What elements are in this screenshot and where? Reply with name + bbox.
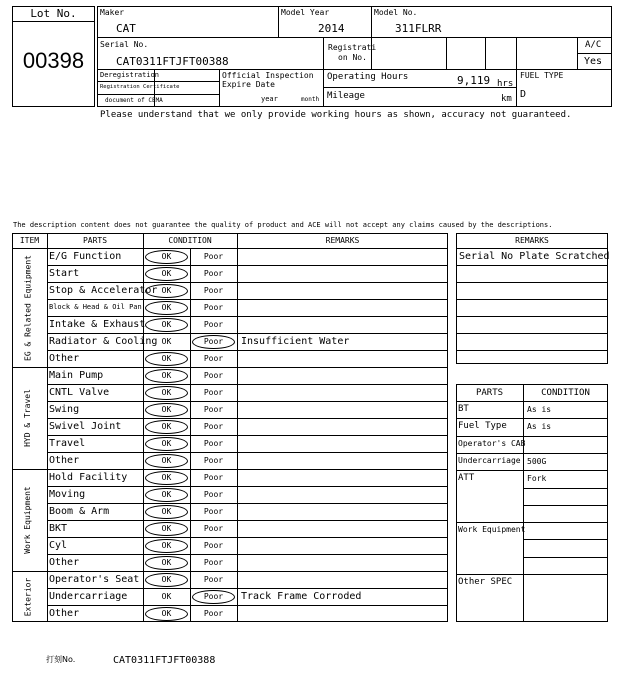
- part-name: Other: [49, 455, 80, 466]
- ok-circle-mark: [145, 318, 188, 332]
- model-year-value: 2014: [318, 22, 345, 35]
- ok-circle-mark: [145, 505, 188, 519]
- spec-part: Fuel Type: [458, 421, 507, 431]
- month-label: month: [301, 96, 320, 103]
- disclaimer-text: The description content does not guarantee the quality of product and ACE will not accept any claims caused by the descriptions.: [13, 221, 553, 229]
- condition-ok: OK: [161, 422, 172, 431]
- col-remarks-header: REMARKS: [325, 236, 360, 245]
- ac-label: A/C: [585, 40, 602, 50]
- condition-ok: OK: [161, 524, 172, 533]
- condition-poor: Poor: [203, 490, 224, 499]
- model-year-label: Model Year: [281, 8, 330, 17]
- remark-text: Insufficient Water: [241, 336, 350, 347]
- part-name: Swivel Joint: [49, 421, 122, 432]
- lot-no-label: Lot No.: [30, 7, 77, 20]
- spec-part: Operator's CAB: [458, 439, 526, 448]
- stamp-no-value: CAT0311FTJFT00388: [113, 655, 216, 666]
- ok-circle-mark: [145, 539, 188, 553]
- expire-date-label: Expire Date: [222, 80, 275, 89]
- maker-label: Maker: [100, 8, 125, 17]
- condition-ok: OK: [161, 456, 172, 465]
- condition-ok: OK: [161, 558, 172, 567]
- part-name: Moving: [49, 489, 86, 500]
- spec-part: ATT: [458, 473, 475, 483]
- condition-poor: Poor: [203, 473, 224, 482]
- part-name: Travel: [49, 438, 86, 449]
- ok-circle-mark: [145, 556, 188, 570]
- spec-condition: As is: [527, 422, 552, 431]
- condition-ok: OK: [161, 371, 172, 380]
- col-condition-header: CONDITION: [168, 236, 212, 245]
- condition-ok: OK: [161, 490, 172, 499]
- maker-value: CAT: [116, 22, 136, 35]
- spec-part: Work Equipment: [458, 525, 526, 534]
- condition-poor: Poor: [203, 269, 224, 278]
- condition-ok: OK: [161, 473, 172, 482]
- remark-item: Serial No Plate Scratched: [459, 251, 610, 262]
- part-name: Main Pump: [49, 370, 104, 381]
- operating-hours-label: Operating Hours: [327, 72, 409, 82]
- condition-ok: OK: [161, 320, 172, 329]
- remark-text: Track Frame Corroded: [241, 591, 362, 602]
- condition-poor: Poor: [203, 252, 224, 261]
- ok-circle-mark: [145, 454, 188, 468]
- condition-poor: Poor: [203, 422, 224, 431]
- ok-circle-mark: [145, 437, 188, 451]
- part-name: Undercarriage: [49, 591, 128, 602]
- condition-poor: Poor: [203, 439, 224, 448]
- spec-part: Other SPEC: [458, 577, 513, 587]
- condition-ok: OK: [161, 575, 172, 584]
- poor-circle-mark: [192, 335, 235, 349]
- col-parts-header: PARTS: [82, 236, 108, 245]
- ok-circle-mark: [145, 471, 188, 485]
- part-name: Operator's Seat: [49, 574, 140, 585]
- part-name: E/G Function: [49, 251, 122, 262]
- ok-circle-mark: [145, 522, 188, 536]
- condition-ok: OK: [161, 592, 172, 601]
- condition-ok: OK: [161, 405, 172, 414]
- part-name: Radiator & Cooling: [49, 336, 158, 347]
- year-label: year: [261, 95, 278, 103]
- condition-header: CONDITION: [541, 388, 590, 398]
- spec-condition: Fork: [527, 474, 547, 483]
- ok-circle-mark: [145, 250, 188, 264]
- part-name: Swing: [49, 404, 80, 415]
- fuel-type-value: D: [520, 89, 527, 100]
- condition-poor: Poor: [203, 337, 224, 346]
- part-name: Hold Facility: [49, 472, 128, 483]
- mileage-label: Mileage: [327, 91, 365, 101]
- ok-circle-mark: [145, 573, 188, 587]
- deregistration-label: Deregistration: [100, 71, 160, 79]
- part-name: CNTL Valve: [49, 387, 110, 398]
- condition-ok: OK: [161, 388, 172, 397]
- condition-poor: Poor: [203, 507, 224, 516]
- serial-no-value: CAT0311FTJFT00388: [116, 55, 229, 68]
- condition-ok: OK: [161, 507, 172, 516]
- part-name: Boom & Arm: [49, 506, 110, 517]
- condition-poor: Poor: [203, 609, 224, 618]
- condition-ok: OK: [161, 354, 172, 363]
- parts-header: PARTS: [475, 388, 504, 398]
- ok-circle-mark: [145, 607, 188, 621]
- fuel-type-label: FUEL TYPE: [520, 71, 564, 80]
- ok-circle-mark: [145, 267, 188, 281]
- condition-ok: OK: [161, 609, 172, 618]
- model-no-label: Model No.: [374, 8, 418, 17]
- condition-poor: Poor: [203, 371, 224, 380]
- group-label: HYD & Travel: [23, 389, 32, 447]
- condition-ok: OK: [161, 303, 172, 312]
- part-name: Stop & Accelerator: [49, 285, 158, 296]
- ac-value: Yes: [584, 56, 603, 67]
- group-label: Exterior: [23, 577, 32, 616]
- ok-circle-mark: [145, 369, 188, 383]
- col-item-header: ITEM: [19, 236, 40, 245]
- condition-poor: Poor: [203, 354, 224, 363]
- condition-poor: Poor: [203, 592, 224, 601]
- registration-certificate-label: Registration Certificate: [100, 84, 180, 90]
- lot-no: 00398: [22, 48, 85, 73]
- ok-circle-mark: [145, 488, 188, 502]
- remarks-title: REMARKS: [515, 236, 549, 245]
- part-name: Other: [49, 608, 80, 619]
- condition-poor: Poor: [203, 541, 224, 550]
- part-name: Start: [49, 268, 80, 279]
- model-no-value: 311FLRR: [395, 22, 442, 35]
- registration-label-1: Registrati: [328, 43, 377, 52]
- km-label: km: [501, 94, 512, 104]
- spec-part: BT: [458, 404, 469, 414]
- condition-poor: Poor: [203, 524, 224, 533]
- group-label: Work Equipment: [23, 486, 32, 554]
- part-name: Block & Head & Oil Pan: [49, 303, 142, 311]
- official-inspection-label: Official Inspection: [222, 71, 314, 80]
- condition-poor: Poor: [203, 320, 224, 329]
- hrs-label: hrs: [497, 79, 514, 89]
- condition-poor: Poor: [203, 405, 224, 414]
- stamp-no-label: 打刻No.: [46, 655, 76, 664]
- part-name: Other: [49, 353, 80, 364]
- spec-condition: As is: [527, 405, 552, 414]
- hours-notice: Please understand that we only provide working hours as shown, accuracy not guaranteed.: [100, 110, 572, 120]
- group-label: EG & Related Equipment: [23, 254, 32, 361]
- condition-ok: OK: [161, 337, 172, 346]
- part-name: Cyl: [49, 540, 68, 551]
- ok-circle-mark: [145, 403, 188, 417]
- ok-circle-mark: [145, 301, 188, 315]
- condition-poor: Poor: [203, 575, 224, 584]
- condition-ok: OK: [161, 541, 172, 550]
- ok-circle-mark: [145, 284, 188, 298]
- serial-no-label: Serial No.: [100, 40, 149, 49]
- poor-circle-mark: [192, 590, 235, 604]
- ok-circle-mark: [145, 352, 188, 366]
- registration-label-2: on No.: [338, 53, 367, 62]
- condition-ok: OK: [161, 286, 172, 295]
- condition-ok: OK: [161, 269, 172, 278]
- ok-circle-mark: [145, 420, 188, 434]
- condition-ok: OK: [161, 252, 172, 261]
- document-of-cema-label: document of CEMA: [105, 97, 163, 104]
- condition-poor: Poor: [203, 303, 224, 312]
- part-name: BKT: [49, 523, 68, 534]
- condition-poor: Poor: [203, 286, 224, 295]
- part-name: Other: [49, 557, 80, 568]
- spec-condition: 500G: [527, 457, 547, 466]
- ok-circle-mark: [145, 386, 188, 400]
- part-name: Intake & Exhaust: [49, 319, 146, 330]
- operating-hours-value: 9,119: [457, 74, 491, 87]
- spec-part: Undercarriage: [458, 456, 521, 465]
- condition-poor: Poor: [203, 456, 224, 465]
- condition-poor: Poor: [203, 388, 224, 397]
- condition-ok: OK: [161, 439, 172, 448]
- condition-poor: Poor: [203, 558, 224, 567]
